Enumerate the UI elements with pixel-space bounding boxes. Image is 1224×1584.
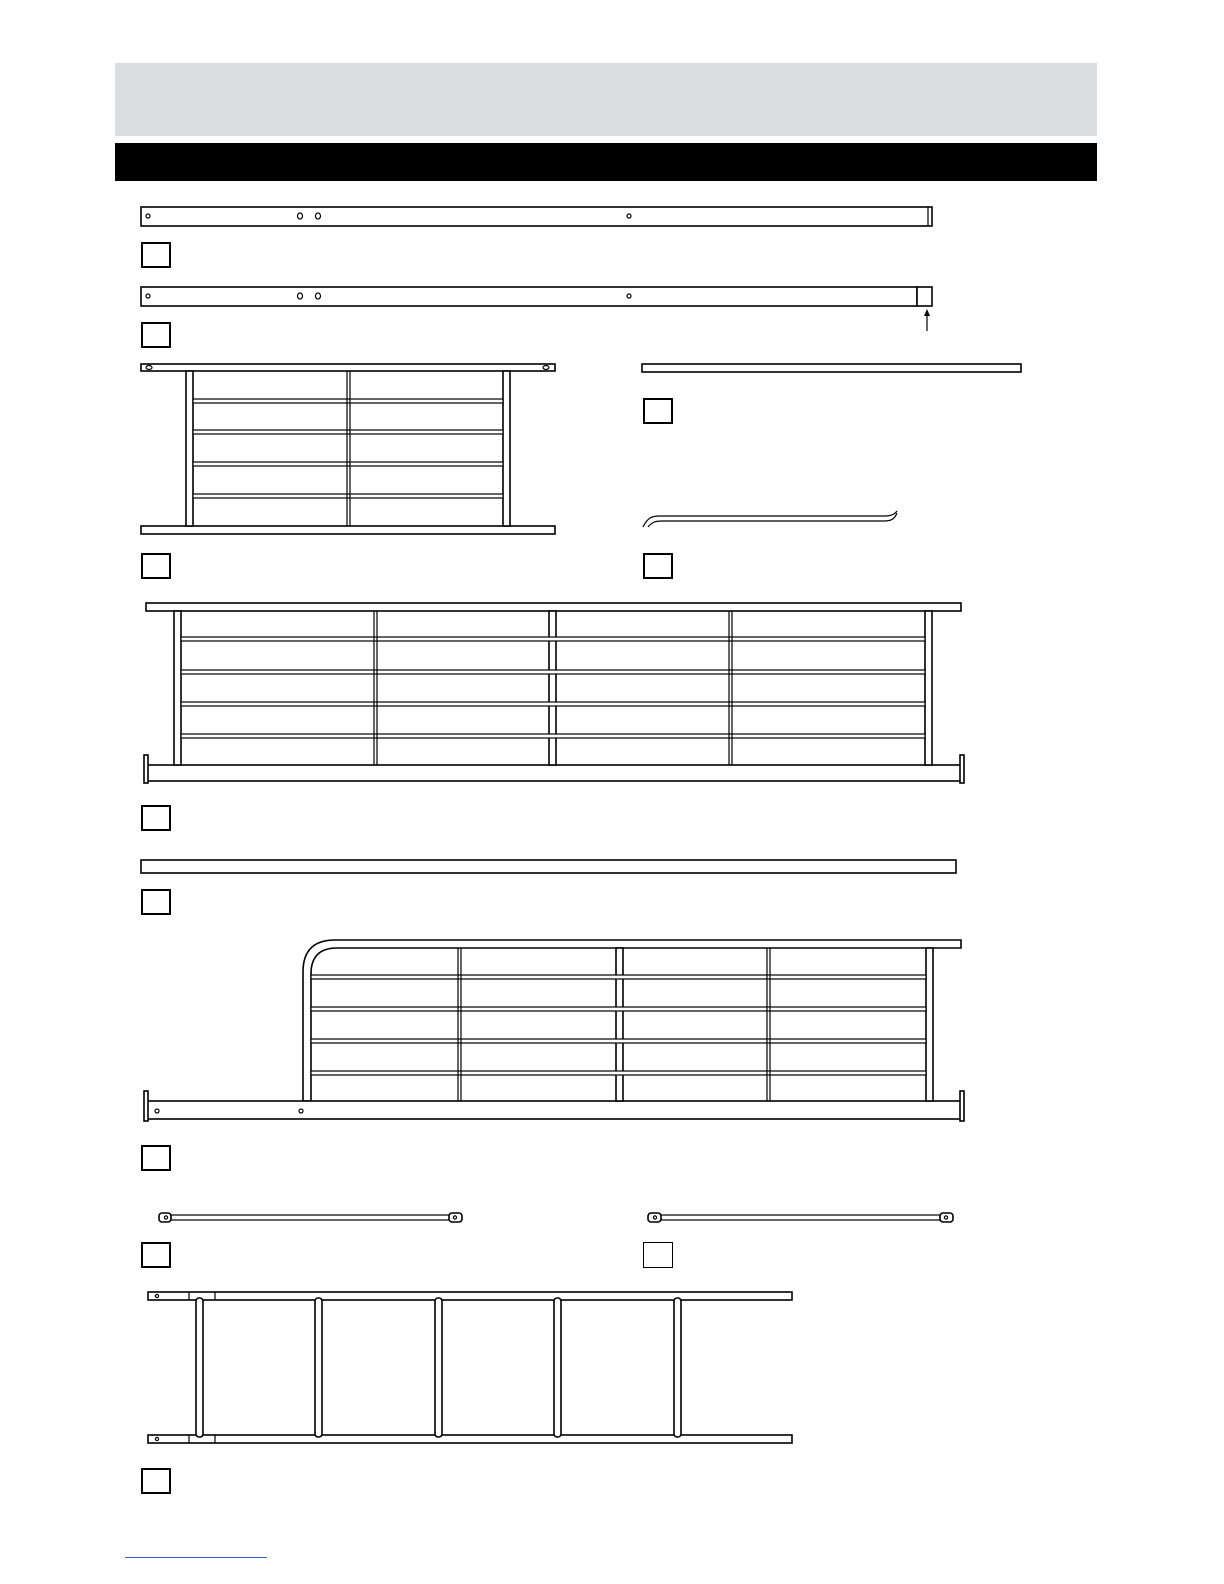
slat-c-drawing: [642, 364, 1021, 372]
guard-panel-f-drawing: [144, 603, 964, 783]
footer-link-underline[interactable]: [125, 1557, 267, 1558]
guard-panel-h-drawing: [144, 940, 964, 1121]
rail-b-drawing: [141, 287, 932, 331]
brace-i-drawing: [159, 1213, 462, 1222]
flat-bar-g-drawing: [141, 860, 956, 873]
guard-panel-d-drawing: [141, 364, 555, 534]
brace-j-drawing: [648, 1213, 953, 1222]
rail-a-drawing: [141, 207, 932, 226]
curved-bar-e-drawing: [643, 511, 897, 527]
ladder-k-drawing: [148, 1292, 792, 1443]
